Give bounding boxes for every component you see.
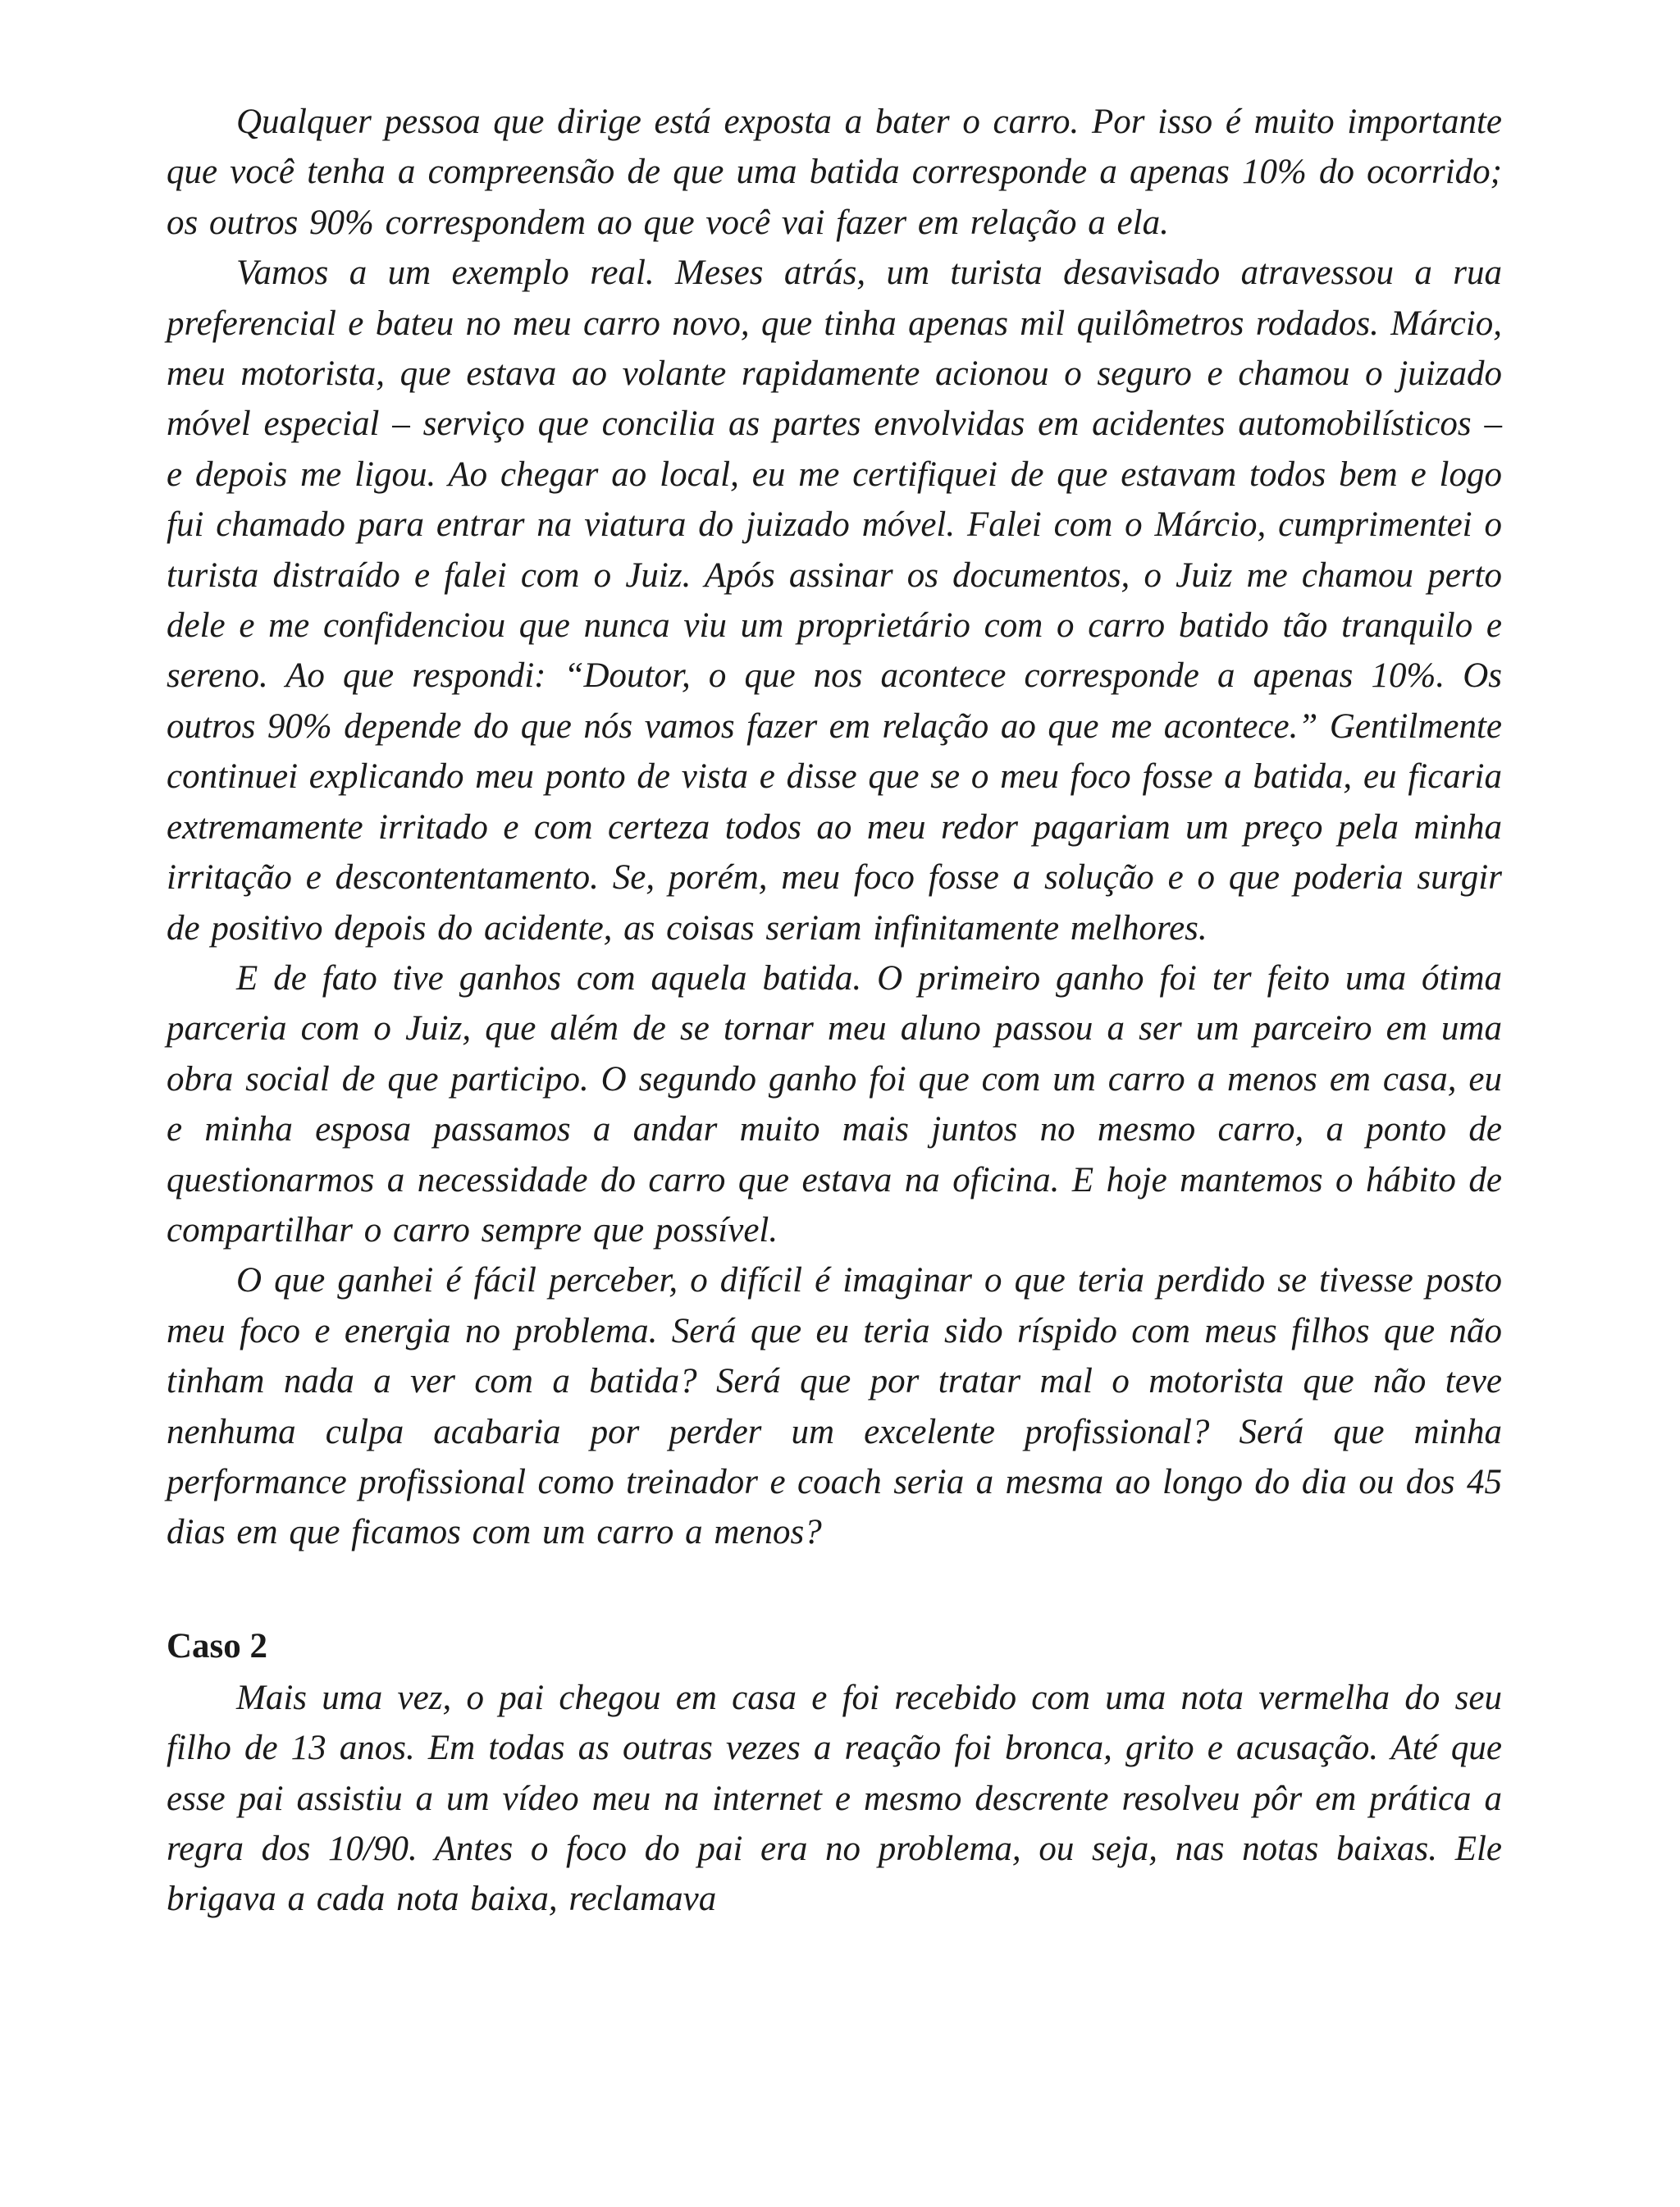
paragraph-5: Mais uma vez, o pai chegou em casa e foi recebido com uma nota vermelha do seu filho de 13 anos. Em todas as outras vezes a reação foi bronca, grito e acusação. Até que esse pai assistiu a um vídeo meu na internet e mesmo descrente resolveu pôr em prática a regra dos 10/90. Antes o foco do pai era no problema, ou seja, nas notas baixas. Ele brigava a cada nota baixa, reclamava [167,1678,1502,1919]
paragraph-4: O que ganhei é fácil perceber, o difícil é imaginar o que teria perdido se tivesse posto meu foco e energia no problema. Será que eu teria sido ríspido com meus filhos que não tinham nada a ver com a batida? Será que por tratar mal o motorista que não teve nenhuma culpa acabaria por perder um excelente profissional? Será que minha performance profissional como treinador e coach seria a mesma ao longo do dia ou dos 45 dias em que ficamos com um carro a menos? [167,1261,1502,1552]
paragraph-3: E de fato tive ganhos com aquela batida. O primeiro ganho foi ter feito uma ótima parceria com o Juiz, que além de se tornar meu aluno passou a ser um parceiro em uma obra social de que participo. O segundo ganho foi que com um carro a menos em casa, eu e minha esposa passamos a andar muito mais juntos no mesmo carro, a ponto de questionarmos a necessidade do carro que estava na oficina. E hoje mantemos o hábito de compartilhar o carro sempre que possível. [167,958,1502,1250]
paragraph-1: Qualquer pessoa que dirige está exposta a bater o carro. Por isso é muito importante que você tenha a compreensão de que uma batida corresponde a apenas 10% do ocorrido; os outros 90% correspondem ao que você vai fazer em relação a ela. [167,103,1502,242]
document-page [167,97,1502,1925]
paragraph-2: Vamos a um exemplo real. Meses atrás, um turista desavisado atravessou a rua preferencial e bateu no meu carro novo, que tinha apenas mil quilômetros rodados. Márcio, meu motorista, que estava ao volante rapidamente acionou o seguro e chamou o juizado móvel especial – serviço que concilia as partes envolvidas em acidentes automobilísticos – e depois me ligou. Ao chegar ao local, eu me certifiquei de que estavam todos bem e logo fui chamado para entrar na viatura do juizado móvel. Falei com o Márcio, cumprimentei o turista distraído e falei com o Juiz. Após assinar os documentos, o Juiz me chamou perto dele e me confidenciou que nunca viu um proprietário com o carro batido tão tranquilo e sereno. Ao que respondi: “Doutor, o que nos acontece corresponde a apenas 10%. Os outros 90% depende do que nós vamos fazer em relação ao que me acontece.” Gentilmente continuei explicando meu ponto de vista e disse que se o meu foco fosse a batida, eu ficaria extremamente irritado e com certeza todos ao meu redor pagariam um preço pela minha irritação e descontentamento. Se, porém, meu foco fosse a solução e o que poderia surgir de positivo depois do acidente, as coisas seriam infinitamente melhores. [167,254,1502,948]
section-heading-caso-2: Caso 2 [167,1626,268,1666]
